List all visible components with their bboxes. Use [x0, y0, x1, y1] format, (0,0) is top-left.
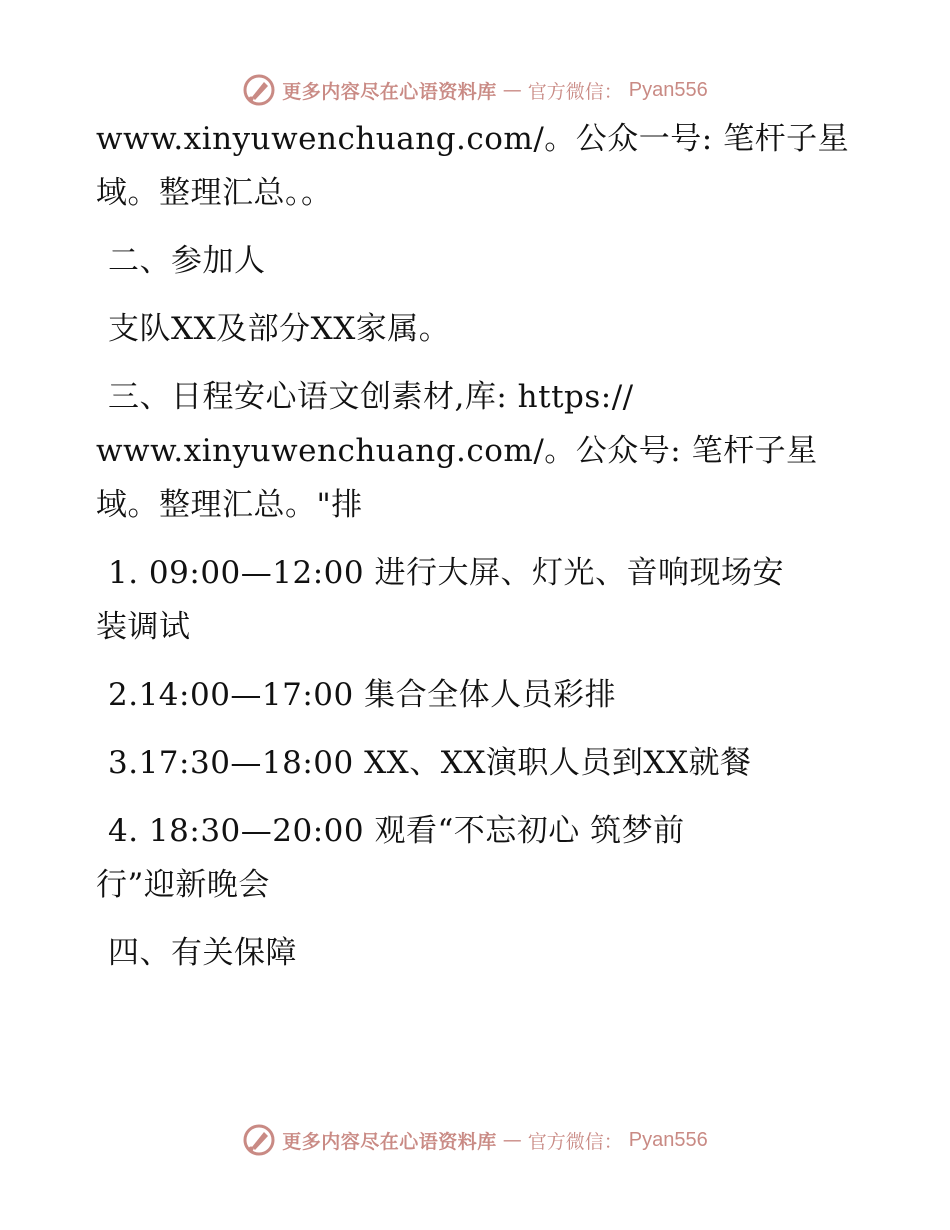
- wechat-label: 官方微信：: [527, 1130, 623, 1153]
- footer-banner: [0, 1120, 950, 1160]
- banner-separator: —: [502, 1129, 522, 1151]
- schedule-item-continued: 装调试: [96, 609, 191, 645]
- wechat-id: Pyan556: [628, 78, 708, 101]
- body-line: www.xinyuwenchuang.com/。公众号: 笔杆子星: [96, 433, 818, 469]
- footer-banner-inner: [242, 1123, 708, 1157]
- pen-nib-logo-icon: [242, 73, 276, 107]
- body-line: www.xinyuwenchuang.com/。公众一号: 笔杆子星: [96, 121, 850, 157]
- body-line: 支队XX及部分XX家属。: [108, 311, 451, 347]
- site-name: 更多内容尽在心语资料库: [282, 1130, 497, 1153]
- section-heading: 四、有关保障: [108, 935, 297, 971]
- wechat-label: 官方微信：: [527, 80, 623, 103]
- section-heading: 三、日程安心语文创素材,库: https://: [108, 379, 634, 415]
- document-body: [96, 122, 856, 990]
- body-line: 域。整理汇总。。: [96, 175, 333, 211]
- schedule-item-continued: 行”迎新晚会: [96, 867, 270, 903]
- schedule-item: 3.17:30—18:00 XX、XX演职人员到XX就餐: [108, 745, 752, 781]
- schedule-item: 4. 18:30—20:00 观看“不忘初心 筑梦前: [108, 813, 685, 849]
- section-heading: 二、参加人: [108, 243, 266, 279]
- banner-separator: —: [502, 79, 522, 101]
- body-line: 域。整理汇总。"排: [96, 487, 363, 523]
- wechat-id: Pyan556: [628, 1128, 708, 1151]
- header-banner: [0, 70, 950, 110]
- pen-nib-logo-icon: [242, 1123, 276, 1157]
- schedule-item: 2.14:00—17:00 集合全体人员彩排: [108, 677, 617, 713]
- schedule-item: 1. 09:00—12:00 进行大屏、灯光、音响现场安: [108, 555, 784, 591]
- site-name: 更多内容尽在心语资料库: [282, 80, 497, 103]
- header-banner-inner: [242, 73, 708, 107]
